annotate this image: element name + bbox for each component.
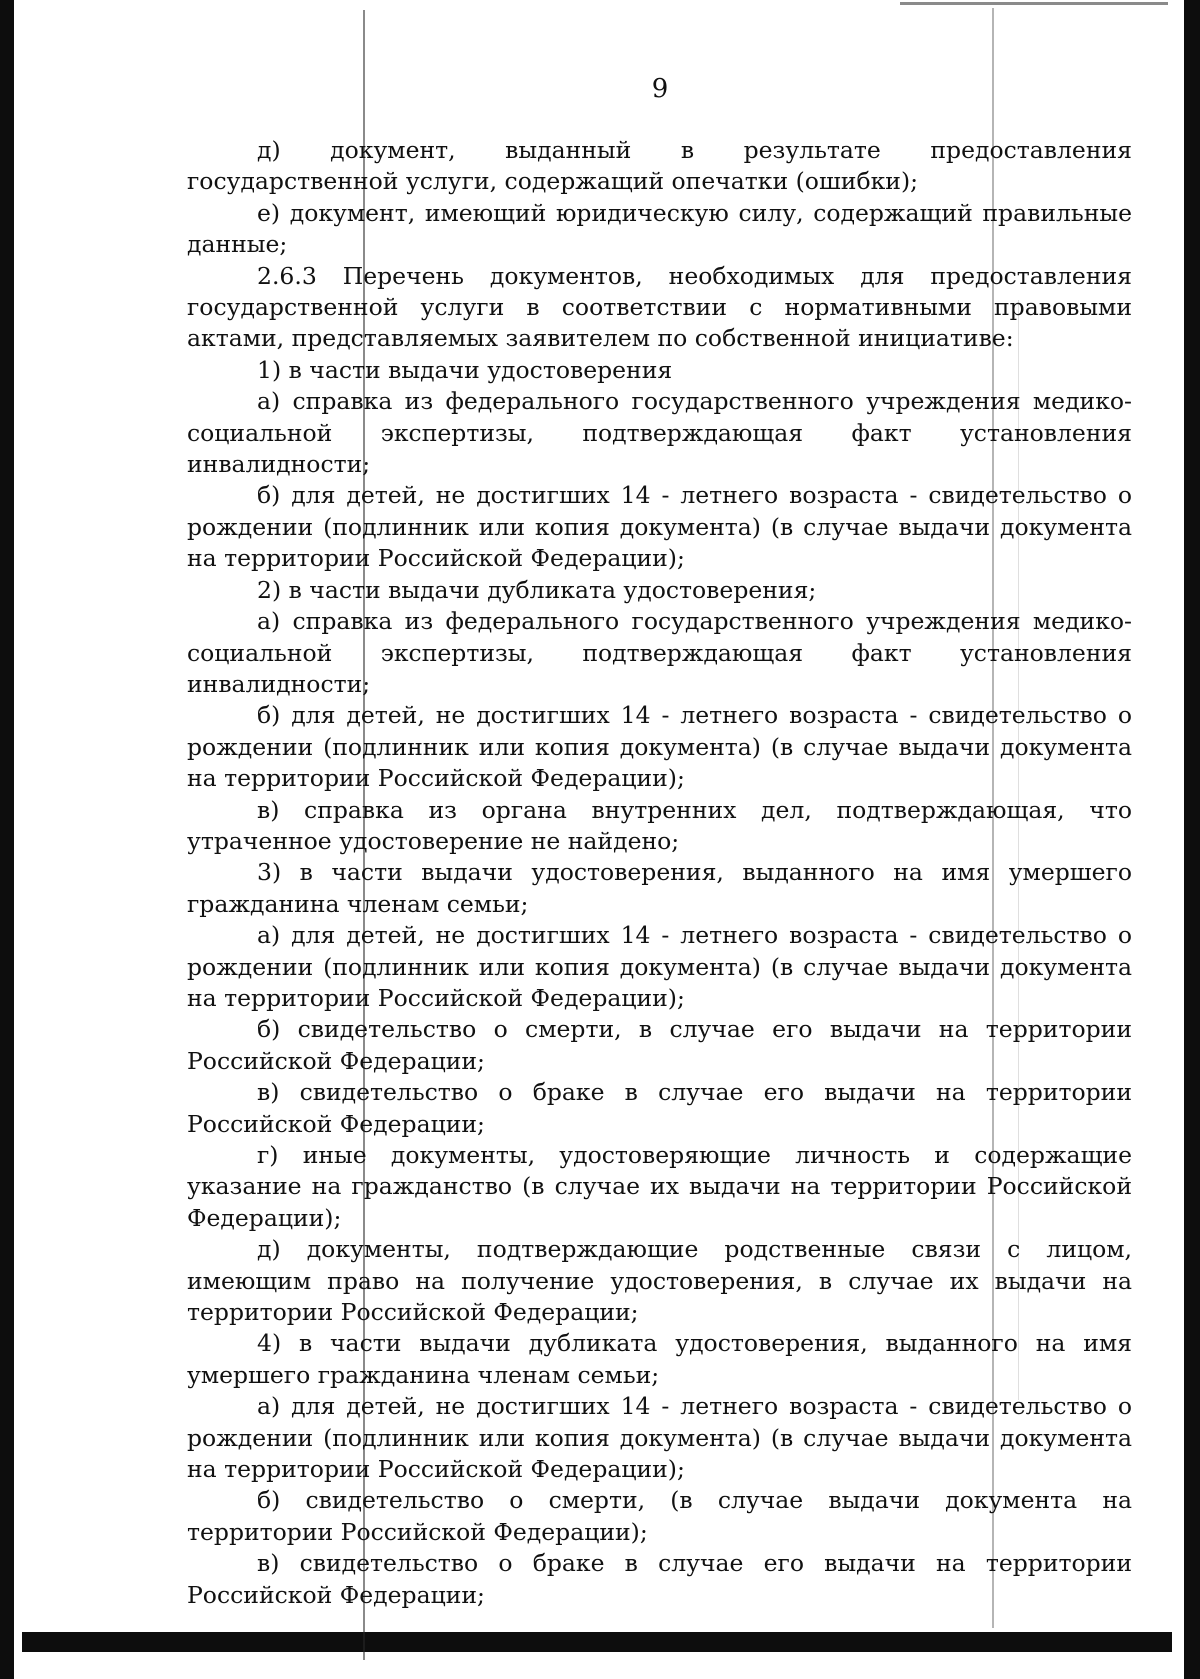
paragraph: а) для детей, не достигших 14 - летнего возраста - свидетельство о рождении (подлинник или копия документа) (в случае выдачи документа на территории Российской Федерации); [187,1392,1132,1484]
paragraph: 2.6.3 Перечень документов, необходимых для предоставления государственной услуги в соответствии с нормативными правовыми актами, представляемых заявителем по собственной инициативе: [187,261,1132,353]
paragraph: д) документы, подтверждающие родственные связи с лицом, имеющим право на получение удостоверения, в случае их выдачи на территории Российской Федерации; [187,1235,1132,1327]
scan-edge-left [0,0,14,1679]
paragraph: а) справка из федерального государственного учреждения медико-социальной экспертизы, подтверждающая факт установления инвалидности; [187,607,1132,698]
paragraph: 4) в части выдачи дубликата удостоверения, выданного на имя умершего гражданина членам семьи; [187,1329,1132,1389]
paragraph: б) свидетельство о смерти, (в случае выдачи документа на территории Российской Федерации); [187,1486,1132,1546]
paragraph: в) свидетельство о браке в случае его выдачи на территории Российской Федерации; [187,1078,1132,1138]
paragraph: а) справка из федерального государственного учреждения медико-социальной экспертизы, подтверждающая факт установления инвалидности; [187,387,1132,479]
paragraph: б) свидетельство о смерти, в случае его выдачи на территории Российской Федерации; [187,1015,1132,1075]
paragraph: д) документ, выданный в результате предоставления государственной услуги, содержащий опечатки (ошибки); [187,136,1132,196]
scan-edge-bottom [22,1632,1172,1652]
document-body [187,135,1132,1611]
paragraph: б) для детей, не достигших 14 - летнего возраста - свидетельство о рождении (подлинник или копия документа) (в случае выдачи документа на территории Российской Федерации); [187,481,1132,573]
paragraph: б) для детей, не достигших 14 - летнего возраста - свидетельство о рождении (подлинник или копия документа) (в случае выдачи документа на территории Российской Федерации); [187,701,1132,793]
paragraph: 3) в части выдачи удостоверения, выданного на имя умершего гражданина членам семьи; [187,858,1132,918]
paragraph: 2) в части выдачи дубликата удостоверения; [257,575,817,604]
page-number: 9 [651,74,669,104]
paragraph: в) свидетельство о браке в случае его выдачи на территории Российской Федерации; [187,1549,1132,1609]
paragraph: 1) в части выдачи удостоверения [257,355,673,384]
paragraph: в) справка из органа внутренних дел, подтверждающая, что утраченное удостоверение не найдено; [187,795,1132,855]
paragraph: а) для детей, не достигших 14 - летнего возраста - свидетельство о рождении (подлинник или копия документа) (в случае выдачи документа на территории Российской Федерации); [187,921,1132,1012]
paragraph: г) иные документы, удостоверяющие личность и содержащие указание на гражданство (в случае их выдачи на территории Российской Федерации); [187,1141,1132,1232]
scan-edge-right [1184,0,1200,1679]
scan-edge-top [900,2,1168,5]
paragraph: е) документ, имеющий юридическую силу, содержащий правильные данные; [187,198,1132,259]
